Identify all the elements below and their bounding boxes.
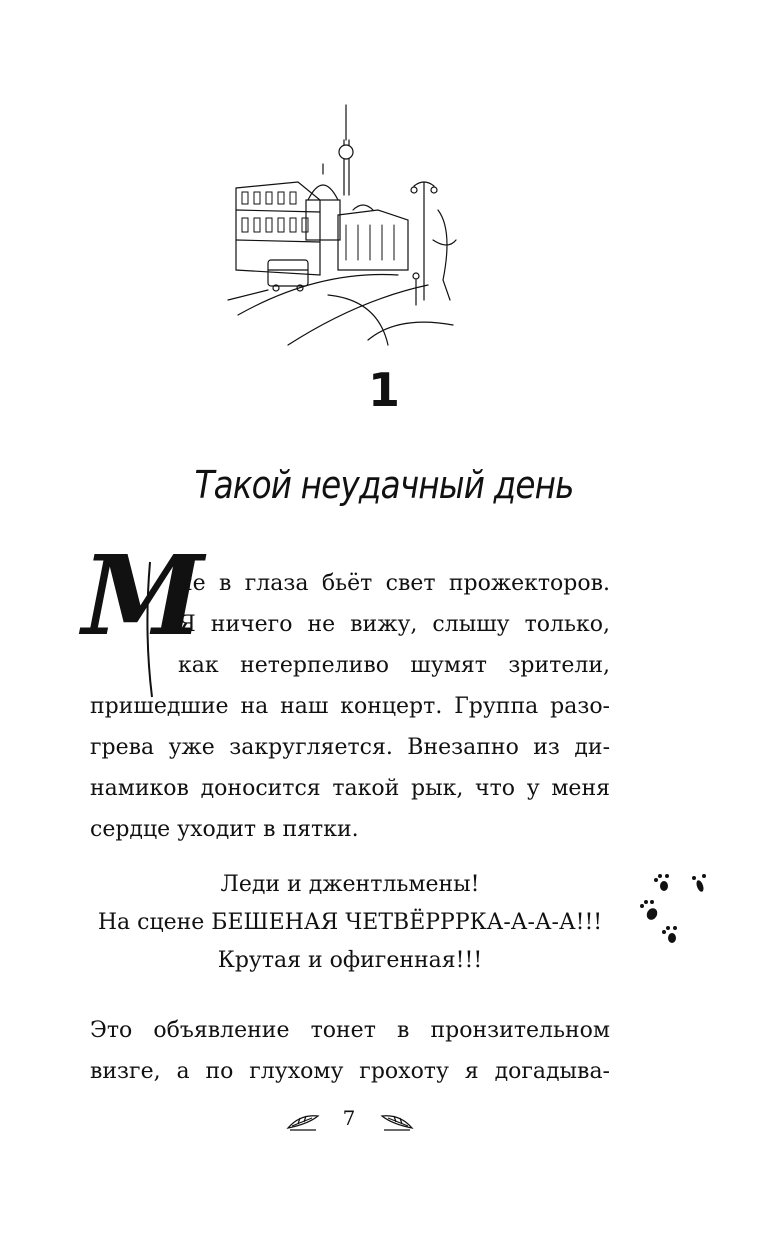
paw-prints-icon	[630, 872, 720, 952]
text-line: не в глаза бьёт свет прожекторов.	[178, 571, 610, 596]
city-street-sketch-icon	[228, 100, 460, 350]
text-line: как нетерпеливо шумят зрители,	[178, 653, 610, 678]
text-line: Это объявление тонет в пронзительном	[90, 1018, 610, 1043]
text-line: сердце уходит в пятки.	[90, 817, 359, 842]
text-line: грева уже закругляется. Внезапно из ди-	[90, 735, 610, 760]
page-number: 7	[342, 1106, 356, 1130]
paragraph-1	[90, 563, 610, 850]
leaf-ornament-right-icon	[380, 1110, 414, 1132]
text-line: пришедшие на наш концерт. Группа разо-	[90, 694, 610, 719]
leaf-ornament-left-icon	[286, 1110, 320, 1132]
paragraph-2	[90, 1010, 610, 1092]
announcement-line: Крутая и офигенная!!!	[217, 948, 483, 973]
chapter-number: 1	[367, 363, 400, 417]
announcement-line: На сцене БЕШЕНАЯ ЧЕТВЁРРРКА-А-А-А!!!	[97, 910, 603, 935]
chapter-title: Такой неудачный день	[194, 463, 574, 507]
announcement-line: Леди и джентльмены!	[220, 872, 480, 897]
text-line: визге, а по глухому грохоту я догадыва-	[90, 1059, 610, 1084]
announcement-block	[0, 866, 700, 980]
text-line: намиков доносится такой рык, что у меня	[90, 776, 610, 801]
text-line: Я ничего не вижу, слышу только,	[178, 612, 610, 637]
svg-text:М: М	[82, 531, 204, 660]
page-footer	[0, 1100, 768, 1140]
